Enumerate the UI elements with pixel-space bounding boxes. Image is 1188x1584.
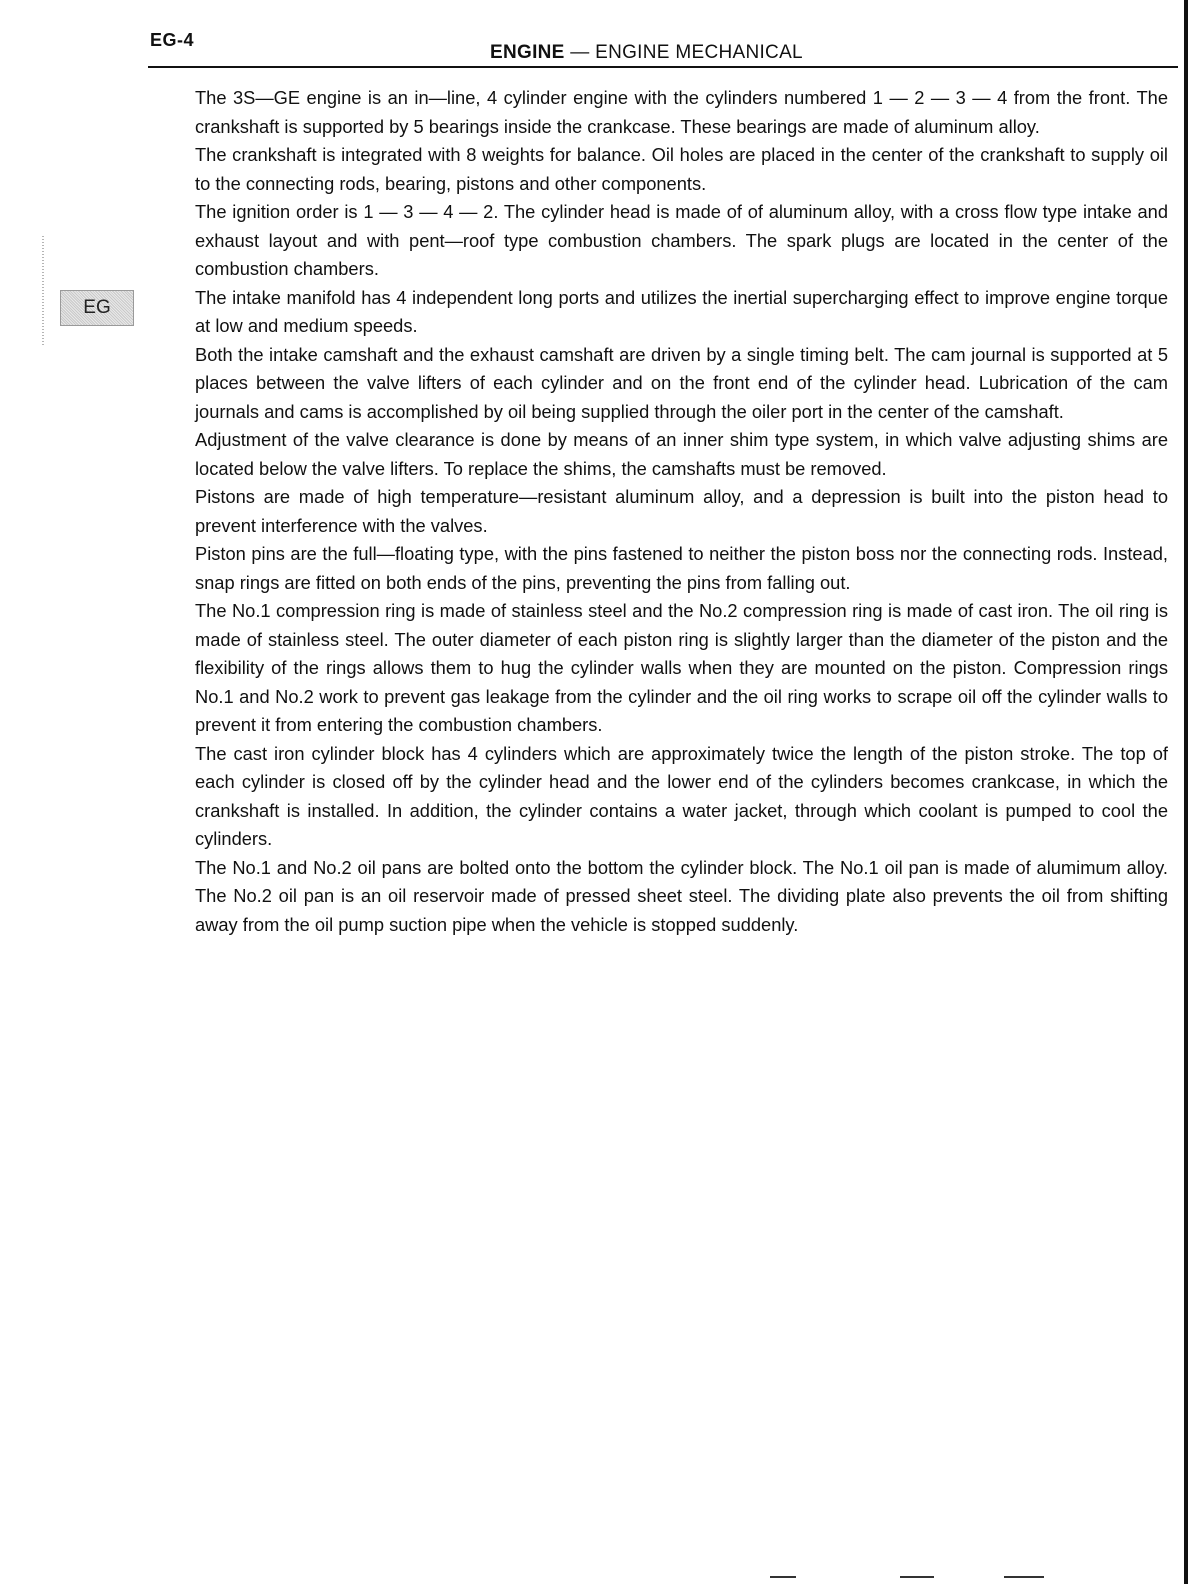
bottom-scan-mark [900,1576,934,1578]
paragraph: Adjustment of the valve clearance is done by means of an inner shim type system, in which valve adjusting shims are located below the valve lifters. To replace the shims, the camshafts must be removed. [195,429,1168,479]
section-tab-label: EG [83,297,111,318]
page-number: EG-4 [150,30,195,50]
paragraph: The ignition order is 1 — 3 — 4 — 2. The cylinder head is made of of aluminum alloy, with a cross flow type intake and exhaust layout and with pent—roof type combustion chambers. The spark plugs are located in the center of the combustion chambers. [195,201,1168,279]
bottom-scan-mark [770,1576,796,1578]
side-dotted-line [42,236,44,346]
page-header-title [490,42,803,64]
paragraph: The intake manifold has 4 independent long ports and utilizes the inertial supercharging effect to improve engine torque at low and medium speeds. [195,286,1168,336]
paragraph: Pistons are made of high temperature—resistant aluminum alloy, and a depression is built into the piston head to prevent interference with the valves. [195,486,1168,536]
header-title-rest: — ENGINE MECHANICAL [564,42,803,63]
paragraph: The cast iron cylinder block has 4 cylinders which are approximately twice the length of the piston stroke. The top of each cylinder is closed off by the cylinder head and the lower end of the cylinders becomes crankcase, in which the crankshaft is installed. In addition, the cylinder contains a water jacket, through which coolant is pumped to cool the cylinders. [195,742,1168,849]
right-margin-rule [1184,0,1188,1584]
header-rule [148,66,1178,68]
paragraph: The No.1 and No.2 oil pans are bolted onto the bottom the cylinder block. The No.1 oil pan is made of alumimum alloy. The No.2 oil pan is an oil reservoir made of pressed sheet steel. The dividing plate also prevents the oil from shifting away from the oil pump suction pipe when the vehicle is stopped suddenly. [195,856,1168,935]
paragraph: The 3S—GE engine is an in—line, 4 cylinder engine with the cylinders numbered 1 — 2 — 3 — 4 from the front. The crankshaft is supported by 5 bearings inside the crankcase. These bearings are made of aluminum alloy. [195,87,1168,137]
paragraph: Both the intake camshaft and the exhaust camshaft are driven by a single timing belt. The cam journal is supported at 5 places between the valve lifters of each cylinder and on the front end of the cylinder head. Lubrication of the cam journals and cams is accomplished by oil being supplied through the oiler port in the center of the camshaft. [195,343,1168,422]
paragraph: The No.1 compression ring is made of stainless steel and the No.2 compression ring is made of cast iron. The oil ring is made of stainless steel. The outer diameter of each piston ring is slightly larger than the diameter of the piston and the flexibility of the rings allows them to hug the cylinder walls when they are mounted on the piston. Compression rings No.1 and No.2 work to prevent gas leakage from the cylinder and the oil ring works to scrape oil off the cylinder walls to prevent it from entering the combustion chambers. [195,600,1168,735]
bottom-scan-mark [1004,1576,1044,1578]
paragraph: Piston pins are the full—floating type, with the pins fastened to neither the piston boss nor the connecting rods. Instead, snap rings are fitted on both ends of the pins, preventing the pins from falling out. [195,543,1168,593]
body-text [195,84,1168,939]
section-tab [60,290,134,326]
paragraph: The crankshaft is integrated with 8 weights for balance. Oil holes are placed in the center of the crankshaft to supply oil to the connecting rods, bearing, pistons and other components. [195,144,1168,194]
header-title-bold: ENGINE [490,42,565,63]
